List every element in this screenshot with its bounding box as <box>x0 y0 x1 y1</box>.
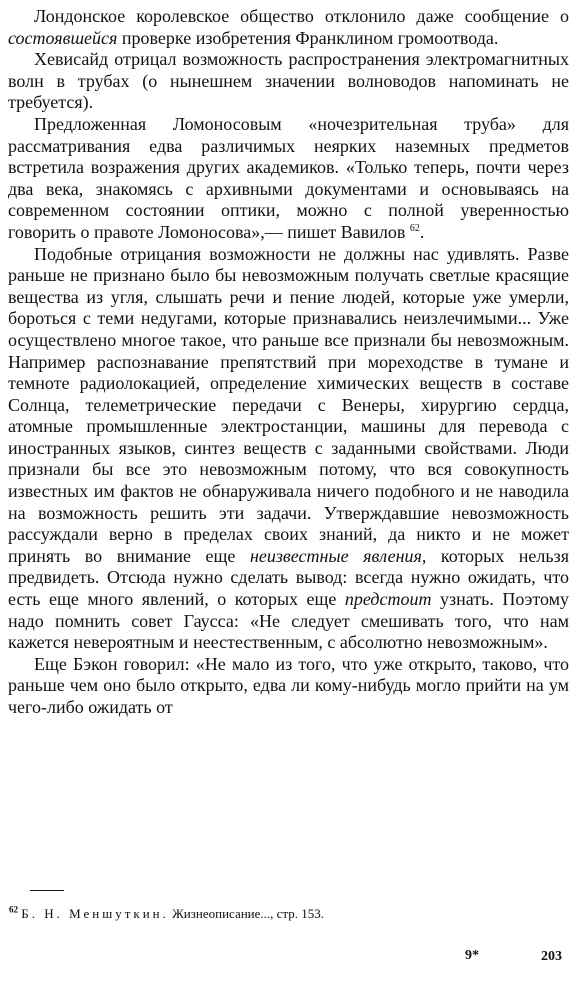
footnote-reference: 62 <box>409 222 420 234</box>
paragraph <box>8 6 569 49</box>
italic-text: неизвестные явления <box>249 545 422 566</box>
text-run: Подобные отрицания возможности не должны нас удивлять. Разве раньше не признано было бы невозможным получать светлые красящие вещества из угля, слышать речи и пение людей, которые уже умерли, бороться с теми недугами, которые признавались неизлечимыми... Уже осуществлено многое такое, что раньше все признали бы невозможным. Например распознавание препятствий при мореходстве в тумане и темноте радиолокацией, определение химических веществ в составе Солнца, телеметрические передачи с Венеры, хирургию сердца, атомные промышленные электростанции, машины для перевода с иностранных языков, синтез веществ с заданными свойствами. Люди признали бы все это невозможным потому, что вся совокупность известных им фактов не обнаруживала ничего подобного и не наводила на возможность решить эти задачи. Утверждавшие невозможность рассуждали верно в пределах своих знаний, да никто и не может принять во внимание еще <box>8 243 569 566</box>
text-run: проверке изобретения Франклином громоотвода. <box>117 27 499 48</box>
paragraph <box>8 654 569 719</box>
text-run: Предложенная Ломоносовым «ночезрительная труба» для рассматривания едва различимых неярких наземных предметов встретила возражения других академиков. «Только теперь, почти через два века, знакомясь с архивными документами и основываясь на современном состоянии оптики, можно с полной уверенностью говорить о правоте Ломоносова»,— пишет Вавилов <box>8 113 569 242</box>
printer-signature: 9* <box>465 948 479 963</box>
footnote-marker: 62 <box>9 904 18 915</box>
paragraph <box>8 114 569 244</box>
page-number: 203 <box>541 949 562 964</box>
italic-text: состоявшейся <box>8 27 118 48</box>
footnote-author: Б. Н. Меншуткин. <box>21 906 169 921</box>
text-run: Хевисайд отрицал возможность распространения электромагнитных волн в трубах (о нынешнем значении волноводов напоминать не требуется). <box>8 49 569 113</box>
footnote-text: Жизнеописание..., стр. 153. <box>168 906 325 921</box>
footnote <box>9 906 569 922</box>
paragraph <box>8 49 569 114</box>
text-run: . <box>419 221 425 242</box>
text-run: узнать. Поэтому надо помнить совет Гаусса: «Не следует смешивать того, что нам кажется невероятным и неестественным, с абсолютно невозможным». <box>8 589 569 653</box>
text-run: Лондонское королевское общество отклонило даже сообщение о <box>34 6 569 26</box>
paragraph <box>8 244 569 654</box>
footnote-divider <box>30 890 64 891</box>
text-run: Еще Бэкон говорил: «Не мало из того, что уже открыто, таково, что раньше чем оно было открыто, едва ли кому-нибудь могло прийти на ум чего-либо ожидать от <box>8 653 569 717</box>
main-text <box>8 6 569 719</box>
italic-text: предстоит <box>344 589 432 610</box>
text-run: , которых нельзя предвидеть. Отсюда нужно сделать вывод: всегда нужно ожидать, что есть еще много явлений, о которых еще <box>8 545 569 610</box>
